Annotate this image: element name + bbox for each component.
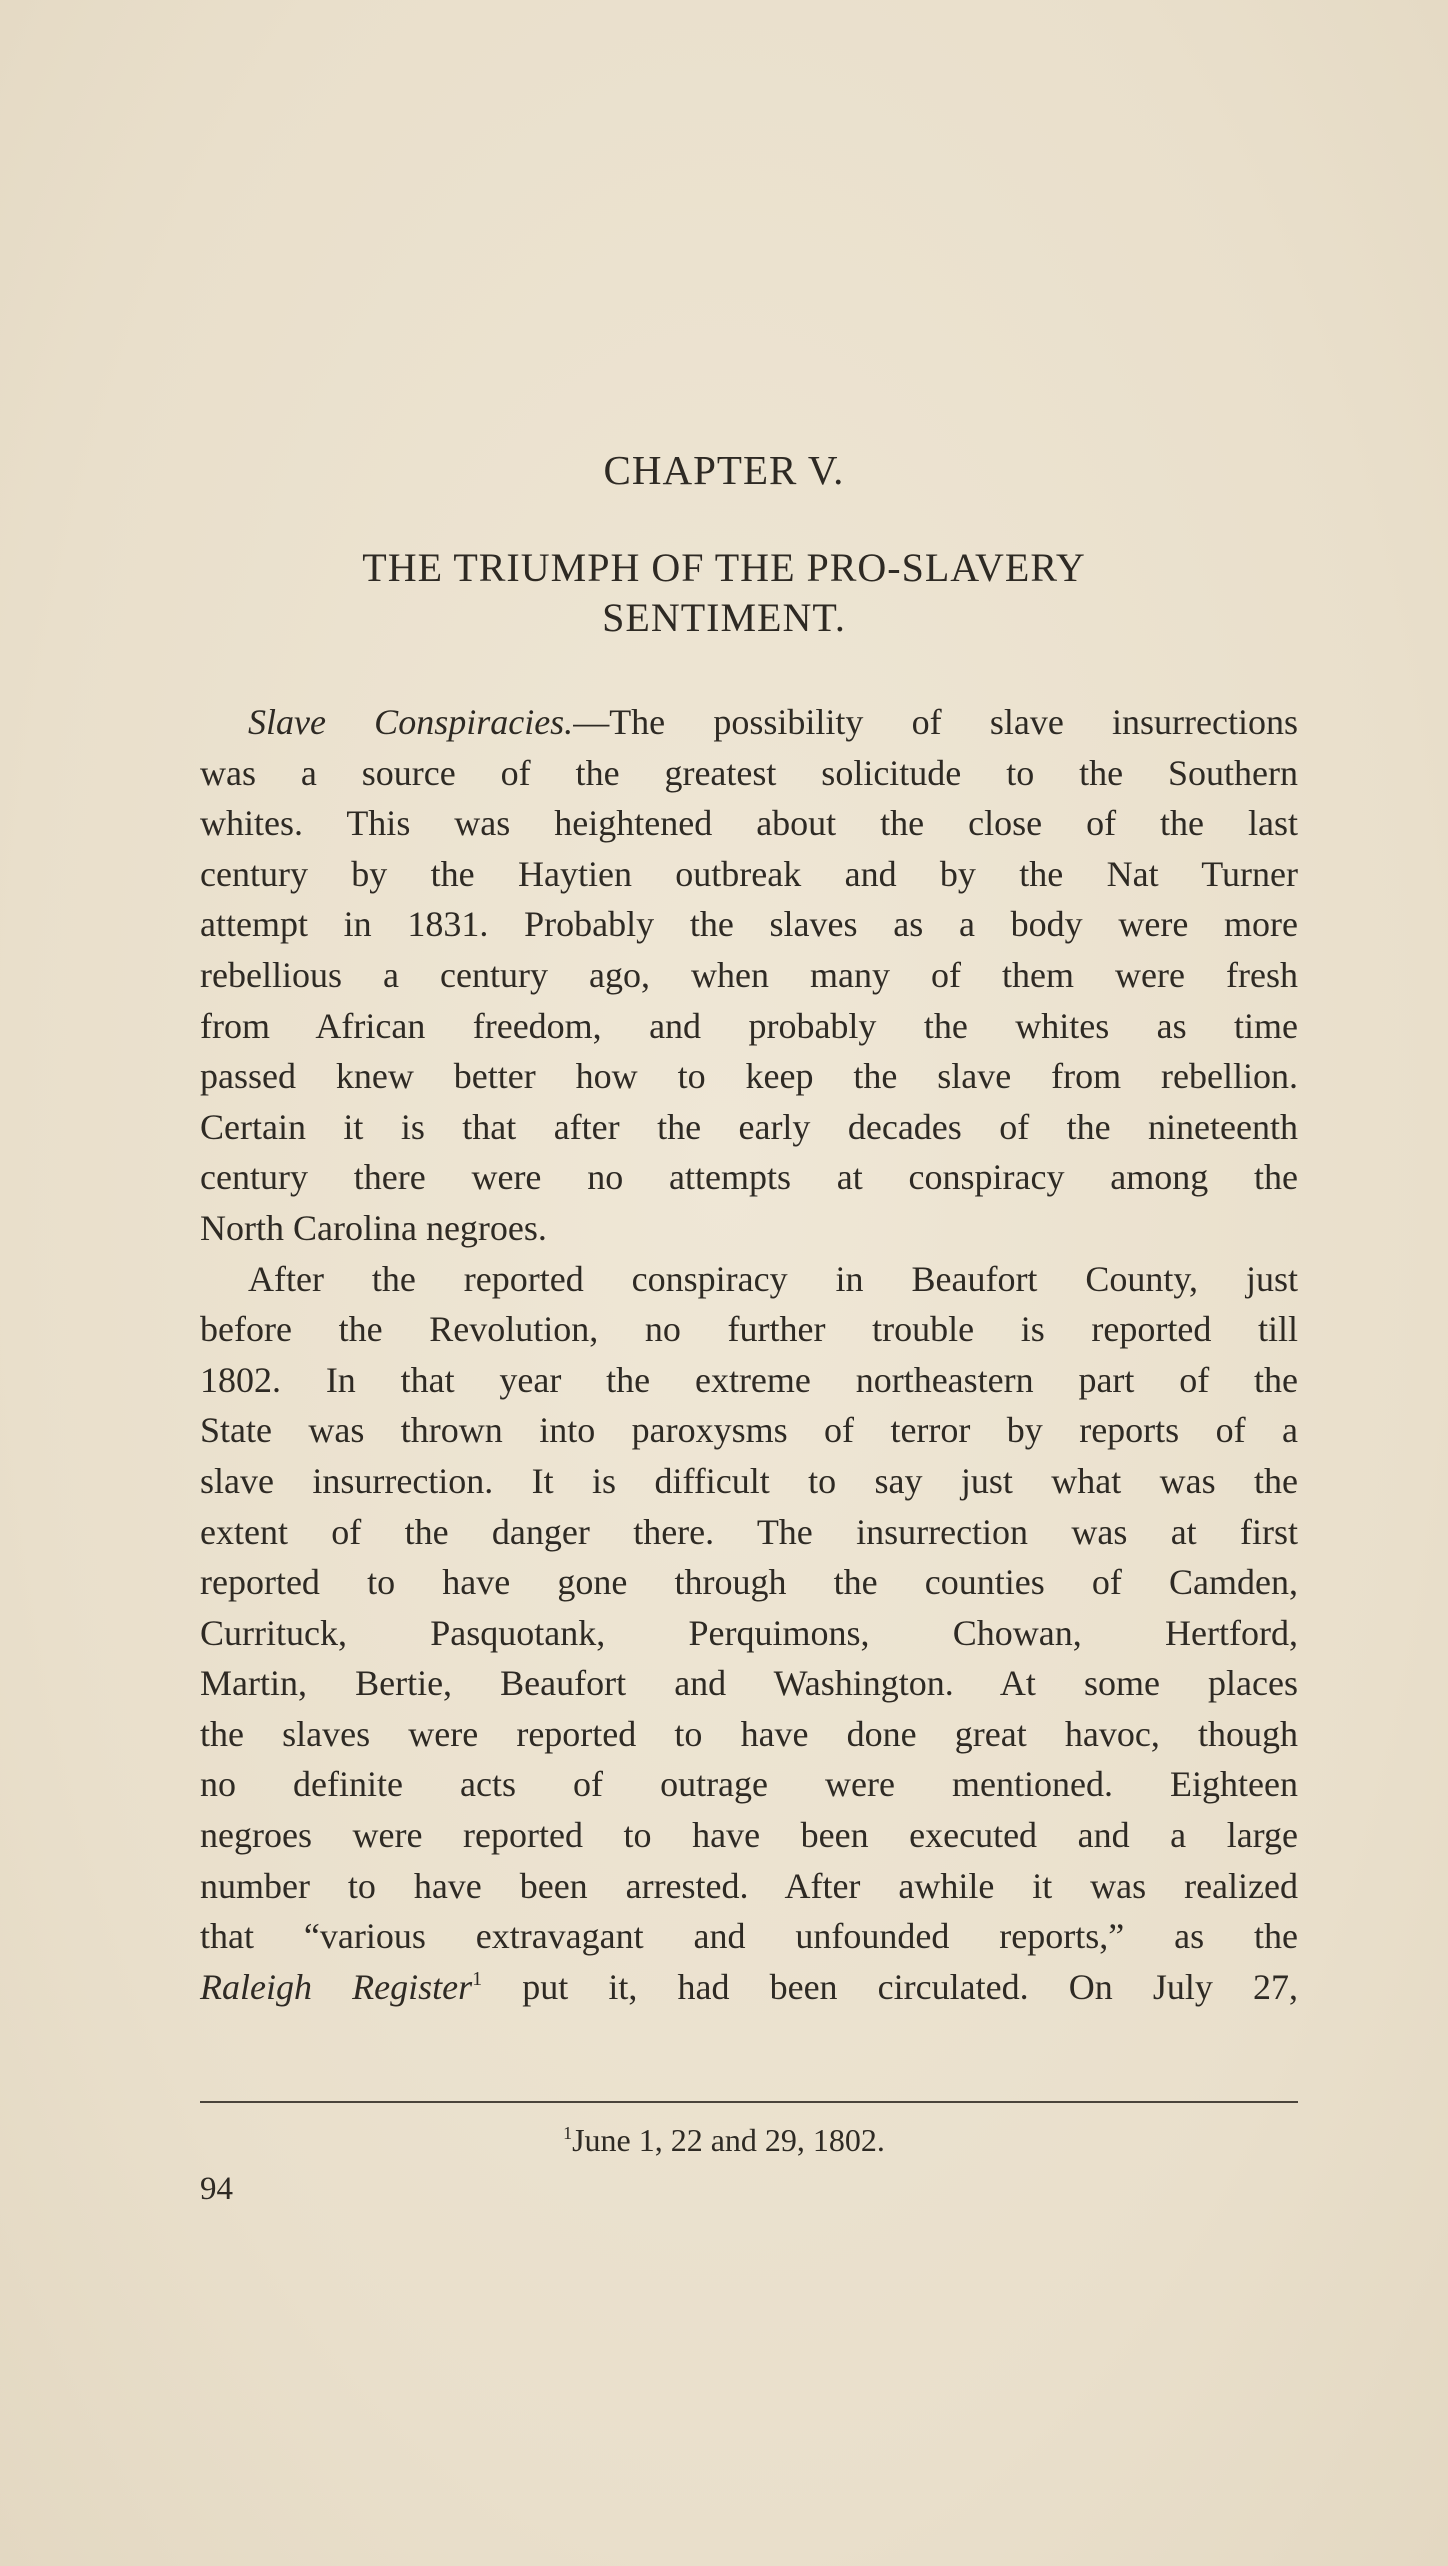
paragraph-2-line: number to have been arrested. After awhile it was realized [200, 1865, 1298, 1906]
paragraph-2-line: After the reported conspiracy in Beaufort County, just [248, 1258, 1298, 1299]
paragraph-2-line: the slaves were reported to have done great havoc, though [200, 1713, 1298, 1754]
text-run: put it, had been circulated. On July 27, [482, 1966, 1298, 2007]
page-number: 94 [200, 2171, 233, 2207]
paragraph-2-line: before the Revolution, no further trouble is reported till [200, 1309, 1298, 1350]
paragraph-1-line: from African freedom, and probably the whites as time [200, 1005, 1298, 1046]
paragraph-2-line: reported to have gone through the counties of Camden, [200, 1562, 1298, 1603]
paragraph-1-line: century there were no attempts at conspiracy among the [200, 1157, 1298, 1198]
paragraph-1-line: North Carolina negroes. [200, 1207, 547, 1248]
footnote-text: June 1, 22 and 29, 1802. [572, 2122, 885, 2158]
paragraph-2-line: slave insurrection. It is difficult to say just what was the [200, 1460, 1298, 1501]
paragraph-2-line: 1802. In that year the extreme northeastern part of the [200, 1359, 1298, 1400]
section-heading: Slave Conspiracies. [248, 702, 574, 742]
paragraph-1-line: passed knew better how to keep the slave from rebellion. [200, 1056, 1298, 1097]
paragraph-2-line: Martin, Bertie, Beaufort and Washington. At some places [200, 1663, 1298, 1704]
footnote-marker: 1 [563, 2123, 573, 2143]
footnote-reference: 1 [472, 1967, 483, 1990]
paragraph-2-line: extent of the danger there. The insurrection was at first [200, 1511, 1298, 1552]
footnote-divider [200, 2101, 1298, 2103]
paragraph-1-line [200, 697, 1298, 748]
newspaper-title: Raleigh Register [200, 1966, 473, 2007]
paragraph-1-line: was a source of the greatest solicitude to the Southern [200, 752, 1298, 793]
paragraph-2-line [200, 1962, 1298, 2013]
paragraph-2-line: State was thrown into paroxysms of terror by reports of a [200, 1410, 1298, 1451]
chapter-number: CHAPTER V. [603, 447, 845, 493]
chapter-title-line-1: THE TRIUMPH OF THE PRO-SLAVERY [362, 545, 1086, 590]
paragraph-1-line: Certain it is that after the early decades of the nineteenth [200, 1106, 1298, 1147]
chapter-title [0, 543, 1448, 643]
paragraph-1-line: whites. This was heightened about the close of the last [200, 803, 1298, 844]
paragraph-2-line: negroes were reported to have been executed and a large [200, 1815, 1298, 1856]
footnote [0, 2120, 1448, 2160]
paragraph-1-line: century by the Haytien outbreak and by the Nat Turner [200, 853, 1298, 894]
text-run: —The possibility of slave insurrections [573, 702, 1298, 742]
paragraph-1-line: rebellious a century ago, when many of them were fresh [200, 954, 1298, 995]
paragraph-1-line: attempt in 1831. Probably the slaves as a body were more [200, 904, 1298, 945]
paragraph-2-line: that “various extravagant and unfounded reports,” as the [200, 1916, 1298, 1957]
paragraph-2-line: Currituck, Pasquotank, Perquimons, Chowan, Hertford, [200, 1612, 1298, 1653]
body-text [200, 697, 1298, 2012]
chapter-title-line-2: SENTIMENT. [602, 595, 846, 640]
paragraph-2-line: no definite acts of outrage were mentioned. Eighteen [200, 1764, 1298, 1805]
